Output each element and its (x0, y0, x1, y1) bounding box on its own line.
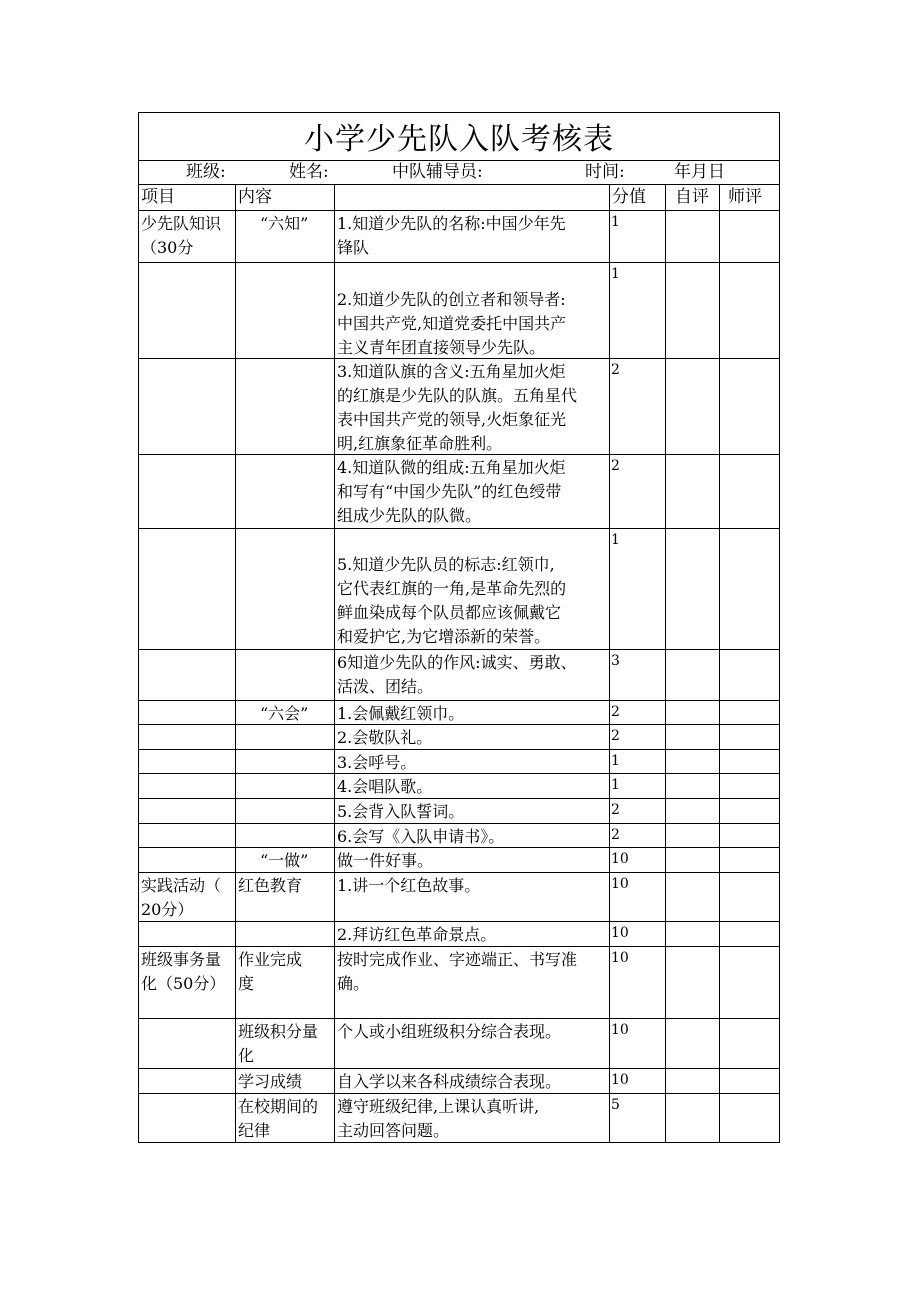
table-rule (138, 112, 780, 113)
category-cell: 化（50分） (141, 974, 226, 993)
form-title: 小学少先队入队考核表 (304, 122, 614, 157)
header-item: 项目 (141, 187, 175, 207)
header-content: 内容 (238, 187, 272, 207)
score-cell: 10 (611, 950, 629, 966)
subcategory-cell: 红色教育 (238, 876, 303, 895)
score-cell: 2 (611, 362, 620, 378)
score-cell: 3 (611, 653, 620, 669)
table-column-rule (609, 184, 610, 1143)
content-cell: 2.会敬队礼。 (337, 728, 433, 747)
table-column-rule (665, 184, 666, 1143)
content-cell: 自入学以来各科成绩综合表现。 (337, 1072, 562, 1091)
header-self-eval: 自评 (675, 187, 709, 207)
score-cell: 2 (611, 458, 620, 474)
content-cell: 1.会佩戴红领巾。 (337, 704, 465, 723)
counselor-label: 中队辅导员: (392, 162, 483, 182)
subcategory-cell: “六会” (260, 704, 309, 723)
score-cell: 5 (611, 1097, 620, 1113)
category-cell: 班级事务量 (141, 950, 222, 969)
name-label: 姓名: (289, 162, 329, 182)
table-column-rule (138, 112, 139, 1143)
subcategory-cell: 学习成绩 (238, 1072, 303, 1091)
header-score: 分值 (612, 187, 646, 207)
content-cell: 5.会背入队誓词。 (337, 802, 465, 821)
content-cell: 鲜血染成每个队员都应该佩戴它 (337, 603, 562, 622)
score-cell: 2 (611, 728, 620, 744)
content-cell: 和写有“中国少先队”的红色绶带 (337, 482, 562, 501)
content-cell: 组成少先队的队微。 (337, 506, 482, 525)
content-cell: 2.拜访红色革命景点。 (337, 925, 497, 944)
content-cell: 活泼、团结。 (337, 677, 434, 696)
score-cell: 10 (611, 1022, 629, 1038)
assessment-form (138, 112, 780, 1142)
score-cell: 1 (611, 532, 620, 548)
category-cell: 20分） (141, 900, 194, 919)
table-column-rule (235, 184, 236, 1143)
content-cell: 主义青年团直接领导少先队。 (337, 338, 546, 357)
content-cell: 3.会呼号。 (337, 753, 417, 772)
content-cell: 它代表红旗的一角,是革命先烈的 (337, 579, 567, 598)
subcategory-cell: “六知” (260, 214, 309, 233)
content-cell: 5.知道少先队员的标志:红领巾, (337, 555, 555, 574)
content-cell: 主动回答问题。 (337, 1121, 450, 1140)
subcategory-cell: 作业完成 (238, 950, 303, 969)
content-cell: 表中国共产党的领导,火炬象征光 (337, 410, 567, 429)
content-cell: 做一件好事。 (337, 851, 434, 870)
content-cell: 4.会唱队歌。 (337, 777, 433, 796)
subcategory-cell: “一做” (260, 851, 309, 870)
score-cell: 1 (611, 777, 620, 793)
time-label: 时间: (585, 162, 625, 182)
score-cell: 10 (611, 925, 629, 941)
content-cell: 确。 (337, 974, 370, 993)
subcategory-cell: 纪律 (238, 1121, 271, 1140)
content-cell: 2.知道少先队的创立者和领导者: (337, 290, 566, 309)
content-cell: 锋队 (337, 238, 370, 257)
class-label: 班级: (186, 162, 226, 182)
subcategory-cell: 在校期间的 (238, 1097, 319, 1116)
content-cell: 3.知道队旗的含义:五角星加火炬 (337, 362, 566, 381)
content-cell: 个人或小组班级积分综合表现。 (337, 1022, 562, 1041)
subcategory-cell: 班级积分量 (238, 1022, 319, 1041)
content-cell: 4.知道队微的组成:五角星加火炬 (337, 458, 566, 477)
table-column-rule (719, 184, 720, 1143)
score-cell: 10 (611, 851, 629, 867)
header-teacher-eval: 师评 (728, 187, 762, 207)
table-column-rule (334, 184, 335, 1143)
content-cell: 遵守班级纪律,上课认真听讲, (337, 1097, 540, 1116)
table-rule (138, 160, 780, 161)
content-cell: 和爱护它,为它增添新的荣誉。 (337, 627, 551, 646)
score-cell: 2 (611, 827, 620, 843)
score-cell: 2 (611, 704, 620, 720)
category-cell: 实践活动（ (141, 876, 222, 895)
score-cell: 1 (611, 753, 620, 769)
content-cell: 按时完成作业、字迹端正、书写准 (337, 950, 578, 969)
score-cell: 2 (611, 802, 620, 818)
content-cell: 6.会写《入队申请书》。 (337, 827, 505, 846)
table-column-rule (779, 112, 780, 1143)
content-cell: 的红旗是少先队的队旗。五角星代 (337, 386, 578, 405)
date-label: 年月日 (674, 162, 725, 182)
score-cell: 10 (611, 876, 629, 892)
subcategory-cell: 度 (238, 974, 255, 993)
category-cell: （30分 (141, 238, 194, 257)
content-cell: 6知道少先队的作风:诚实、勇敢、 (337, 653, 577, 672)
content-cell: 1.讲一个红色故事。 (337, 876, 481, 895)
category-cell: 少先队知识 (141, 214, 222, 233)
score-cell: 1 (611, 266, 620, 282)
subcategory-cell: 化 (238, 1046, 255, 1065)
content-cell: 明,红旗象征革命胜利。 (337, 434, 503, 453)
content-cell: 中国共产党,知道党委托中国共产 (337, 314, 567, 333)
content-cell: 1.知道少先队的名称:中国少年先 (337, 214, 566, 233)
score-cell: 10 (611, 1072, 629, 1088)
score-cell: 1 (611, 214, 620, 230)
